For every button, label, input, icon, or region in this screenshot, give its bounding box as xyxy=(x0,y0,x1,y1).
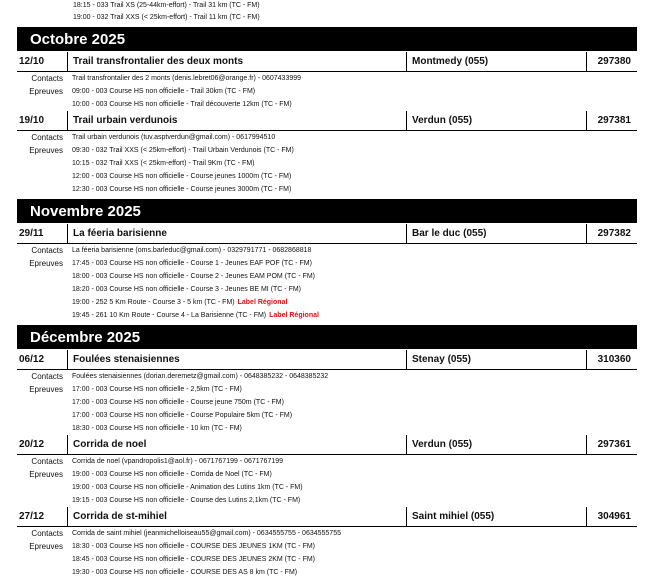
race-line xyxy=(72,283,319,296)
event-contact: Corrida de saint mihiel (jeanmichelloiseau55@gmail.com) - 0634555755 - 0634555755 xyxy=(72,530,341,537)
race-line xyxy=(72,296,319,309)
event-block xyxy=(17,507,637,579)
race-line xyxy=(72,468,303,481)
event-details xyxy=(17,455,637,507)
race-line xyxy=(72,85,301,98)
event-code: 297381 xyxy=(586,111,637,131)
race-text: 19:00 - 252 5 Km Route - Course 3 - 5 km (TC - FM) xyxy=(72,299,235,306)
event-header-row xyxy=(17,350,637,370)
race-text: 19:00 - 003 Course HS non officielle - Animation des Lutins 1km (TC - FM) xyxy=(72,484,303,491)
event-date: 20/12 xyxy=(17,435,67,455)
contacts-label: Contacts xyxy=(31,246,63,255)
event-details xyxy=(17,72,637,111)
detail-labels xyxy=(17,370,66,435)
race-text: 10:00 - 003 Course HS non officielle - Trail découverte 12km (TC - FM) xyxy=(72,101,292,108)
race-line xyxy=(72,98,301,111)
epreuves-label: Epreuves xyxy=(29,470,63,479)
previous-event-tail xyxy=(0,0,649,24)
event-location: Saint mihiel (055) xyxy=(406,507,586,527)
detail-lines xyxy=(66,244,319,322)
race-text: 18:45 - 003 Course HS non officielle - COURSE DES JEUNES 2KM (TC - FM) xyxy=(72,556,316,563)
race-text: 09:30 - 032 Trail XXS (< 25km-effort) - Trail Urbain Verdunois (TC - FM) xyxy=(72,147,294,154)
event-date: 29/11 xyxy=(17,224,67,244)
detail-labels xyxy=(17,527,66,579)
event-block xyxy=(17,435,637,507)
race-text: 10:15 - 032 Trail XXS (< 25km-effort) - Trail 9Km (TC - FM) xyxy=(72,160,255,167)
event-code: 297380 xyxy=(586,52,637,72)
race-line: 18:15 - 033 Trail XS (25-44km-effort) - Trail 31 km (TC - FM) xyxy=(73,2,260,9)
detail-labels xyxy=(17,131,66,196)
event-location: Stenay (055) xyxy=(406,350,586,370)
event-location: Verdun (055) xyxy=(406,111,586,131)
event-header-row xyxy=(17,52,637,72)
event-name[interactable]: Foulées stenaisiennes xyxy=(67,350,406,370)
race-text: 18:30 - 003 Course HS non officielle - COURSE DES JEUNES 1KM (TC - FM) xyxy=(72,543,316,550)
race-line xyxy=(72,566,341,579)
event-details xyxy=(17,370,637,435)
race-line xyxy=(72,494,303,507)
event-location: Verdun (055) xyxy=(406,435,586,455)
race-line xyxy=(72,553,341,566)
detail-labels xyxy=(17,72,66,111)
event-contact: Trail urbain verdunois (tuv.asptverdun@gmail.com) - 0617994510 xyxy=(72,134,276,141)
detail-lines xyxy=(66,72,301,111)
race-line xyxy=(72,257,319,270)
event-code: 304961 xyxy=(586,507,637,527)
event-details xyxy=(17,131,637,196)
month-header: Novembre 2025 xyxy=(17,199,637,223)
event-code: 297361 xyxy=(586,435,637,455)
event-block xyxy=(17,224,637,322)
race-text: 19:15 - 003 Course HS non officielle - Course des Lutins 2,1km (TC - FM) xyxy=(72,497,301,504)
month-list xyxy=(0,27,649,579)
race-text: 17:00 - 003 Course HS non officielle - Course jeune 750m (TC - FM) xyxy=(72,399,284,406)
epreuves-label: Epreuves xyxy=(29,259,63,268)
event-block xyxy=(17,350,637,435)
race-text: 12:30 - 003 Course HS non officielle - Course jeunes 3000m (TC - FM) xyxy=(72,186,292,193)
detail-lines xyxy=(66,370,328,435)
event-header-row xyxy=(17,435,637,455)
contacts-label: Contacts xyxy=(31,457,63,466)
race-text: 18:20 - 003 Course HS non officielle - Course 3 - Jeunes BE MI (TC - FM) xyxy=(72,286,302,293)
race-text: 09:00 - 003 Course HS non officielle - Trail 30km (TC - FM) xyxy=(72,88,256,95)
label-badge: Label Régional xyxy=(237,299,288,306)
race-line xyxy=(72,183,294,196)
contacts-label: Contacts xyxy=(31,74,63,83)
race-line xyxy=(72,540,341,553)
race-text: 17:00 - 003 Course HS non officielle - 2,5km (TC - FM) xyxy=(72,386,242,393)
label-badge: Label Régional xyxy=(269,312,319,319)
month-header: Octobre 2025 xyxy=(17,27,637,51)
detail-labels xyxy=(17,455,66,507)
event-date: 06/12 xyxy=(17,350,67,370)
event-name[interactable]: Corrida de noel xyxy=(67,435,406,455)
race-text: 19:30 - 003 Course HS non officielle - COURSE DES AS 8 km (TC - FM) xyxy=(72,569,298,576)
contacts-label: Contacts xyxy=(31,372,63,381)
epreuves-label: Epreuves xyxy=(29,385,63,394)
detail-labels xyxy=(17,244,66,322)
epreuves-label: Epreuves xyxy=(29,146,63,155)
event-contact: La féeria barisienne (oms.barleduc@gmail.com) - 0329791771 - 0682868818 xyxy=(72,247,312,254)
race-line xyxy=(72,170,294,183)
race-line xyxy=(72,309,319,322)
event-name[interactable]: Trail transfrontalier des deux monts xyxy=(67,52,406,72)
event-block xyxy=(17,52,637,111)
race-line xyxy=(72,409,328,422)
race-text: 19:45 - 261 10 Km Route - Course 4 - La Barisienne (TC - FM) xyxy=(72,312,267,319)
race-text: 17:00 - 003 Course HS non officielle - Course Populaire 5km (TC - FM) xyxy=(72,412,293,419)
race-text: 17:45 - 003 Course HS non officielle - Course 1 - Jeunes EAF POF (TC - FM) xyxy=(72,260,312,267)
race-text: 18:00 - 003 Course HS non officielle - Course 2 - Jeunes EAM POM (TC - FM) xyxy=(72,273,316,280)
detail-lines xyxy=(66,455,303,507)
event-code: 297382 xyxy=(586,224,637,244)
race-line xyxy=(72,383,328,396)
race-line xyxy=(72,396,328,409)
event-contact: Foulées stenaisiennes (dorian.deremetz@gmail.com) - 0648385232 - 0648385232 xyxy=(72,373,329,380)
event-details xyxy=(17,244,637,322)
event-header-row xyxy=(17,111,637,131)
event-contact: Trail transfrontalier des 2 monts (denis.lebret06@orange.fr) - 0607433999 xyxy=(72,75,302,82)
race-line xyxy=(72,157,294,170)
epreuves-label: Epreuves xyxy=(29,87,63,96)
race-line xyxy=(72,270,319,283)
event-date: 12/10 xyxy=(17,52,67,72)
detail-lines xyxy=(66,131,294,196)
event-name[interactable]: Trail urbain verdunois xyxy=(67,111,406,131)
detail-lines xyxy=(66,527,341,579)
event-name[interactable]: La féeria barisienne xyxy=(67,224,406,244)
contacts-label: Contacts xyxy=(31,529,63,538)
event-header-row xyxy=(17,224,637,244)
event-date: 19/10 xyxy=(17,111,67,131)
event-name[interactable]: Corrida de st-mihiel xyxy=(67,507,406,527)
race-text: 18:30 - 003 Course HS non officielle - 10 km (TC - FM) xyxy=(72,425,242,432)
event-details xyxy=(17,527,637,579)
event-location: Montmedy (055) xyxy=(406,52,586,72)
race-text: 12:00 - 003 Course HS non officielle - Course jeunes 1000m (TC - FM) xyxy=(72,173,292,180)
race-line xyxy=(72,422,328,435)
event-contact: Corrida de noel (vpandropolis1@aol.fr) - 0671767199 - 0671767199 xyxy=(72,458,284,465)
event-header-row xyxy=(17,507,637,527)
event-location: Bar le duc (055) xyxy=(406,224,586,244)
event-code: 310360 xyxy=(586,350,637,370)
race-line xyxy=(72,481,303,494)
event-date: 27/12 xyxy=(17,507,67,527)
race-line xyxy=(72,144,294,157)
contacts-label: Contacts xyxy=(31,133,63,142)
race-text: 19:00 - 003 Course HS non officielle - Corrida de Noel (TC - FM) xyxy=(72,471,272,478)
epreuves-label: Epreuves xyxy=(29,542,63,551)
event-block xyxy=(17,111,637,196)
race-line: 19:00 - 032 Trail XXS (< 25km-effort) - Trail 11 km (TC - FM) xyxy=(73,14,260,21)
month-header: Décembre 2025 xyxy=(17,325,637,349)
